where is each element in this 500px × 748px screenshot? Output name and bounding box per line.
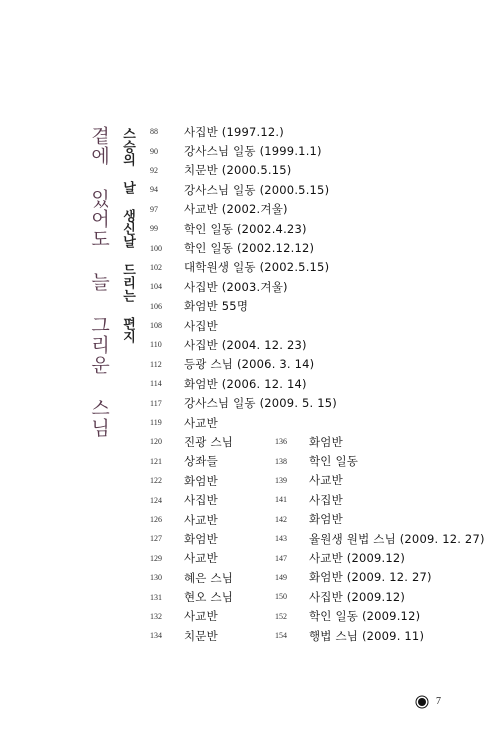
toc-entry-text: 강사스님 일동 (2000.5.15) (184, 182, 330, 197)
toc-page-number: 120 (150, 437, 162, 447)
toc-entry-text: 치문반 (2000.5.15) (184, 163, 292, 178)
toc-page-number: 138 (275, 456, 287, 466)
toc-entry (275, 490, 485, 509)
toc-entry (150, 258, 337, 277)
toc-page-number: 136 (275, 437, 287, 447)
toc-entry-text: 화엄반 (2006. 12. 14) (184, 376, 307, 391)
toc-page-number: 102 (150, 262, 162, 272)
toc-page-number: 122 (150, 476, 162, 486)
toc-entry-text: 대학원생 일동 (2002.5.15) (184, 260, 330, 275)
toc-entry-text: 치문반 (184, 628, 218, 643)
toc-entry-text: 율원생 원법 스님 (2009. 12. 27) (309, 531, 485, 546)
toc-column-2 (275, 432, 485, 645)
toc-entry (275, 529, 485, 548)
toc-page-number: 100 (150, 243, 162, 253)
toc-entry (150, 413, 337, 432)
toc-entry-text: 사집반 (184, 318, 218, 333)
toc-entry-text: 사교반 (184, 512, 218, 527)
toc-page-number: 132 (150, 611, 162, 621)
toc-entry (150, 374, 337, 393)
toc-entry-text: 학인 일동 (2002.4.23) (184, 221, 307, 236)
toc-entry-text: 상좌들 (184, 454, 218, 469)
section-subtitle: 스승의 날 생신날 드리는 편지 (120, 127, 135, 343)
toc-page-number: 129 (150, 553, 162, 563)
toc-page-number: 126 (150, 515, 162, 524)
toc-entry-text: 현오 스님 (184, 590, 234, 605)
toc-entry (150, 219, 337, 238)
toc-entry-text: 진광 스님 (184, 434, 234, 449)
toc-entry-text: 사교반 (309, 473, 343, 488)
bullet-icon (418, 698, 426, 706)
toc-page-number: 112 (150, 359, 162, 369)
toc-page-number: 141 (275, 495, 287, 505)
toc-page-number: 154 (275, 631, 287, 641)
toc-page-number: 127 (150, 534, 162, 544)
toc-page-number: 108 (150, 321, 162, 331)
toc-entry (150, 277, 337, 296)
toc-page-number: 92 (150, 165, 158, 175)
toc-page-number: 150 (275, 592, 287, 602)
toc-entry-text: 화엄반 (184, 473, 218, 488)
toc-entry (275, 451, 485, 470)
toc-page-number: 88 (150, 127, 158, 137)
toc-page-number: 142 (275, 514, 287, 524)
toc-page-number: 131 (150, 592, 162, 602)
toc-entry-text: 학인 일동 (2002.12.12) (184, 241, 315, 256)
toc-entry (150, 316, 337, 335)
toc-entry (275, 626, 485, 645)
toc-entry (150, 141, 337, 160)
toc-entry-text: 사교반 (2002.겨울) (184, 202, 288, 217)
toc-entry (275, 587, 485, 606)
toc-page-number: 149 (275, 572, 287, 582)
toc-entry (275, 568, 485, 587)
toc-entry-text: 사교반 (184, 415, 218, 430)
toc-entry-text: 강사스님 일동 (1999.1.1) (184, 144, 322, 159)
toc-entry (150, 238, 337, 257)
toc-entry-text: 사교반 (184, 551, 218, 566)
toc-page-number: 121 (150, 456, 162, 466)
toc-page-number: 114 (150, 379, 162, 389)
toc-entry (150, 200, 337, 219)
toc-entry-text: 사교반 (2009.12) (309, 551, 406, 566)
toc-entry-text: 화엄반 (309, 512, 343, 527)
page-number: 7 (436, 696, 441, 707)
toc-entry-text: 학인 일동 (2009.12) (309, 609, 421, 624)
toc-entry-text: 강사스님 일동 (2009. 5. 15) (184, 396, 337, 411)
toc-entry (150, 297, 337, 316)
toc-page-number: 110 (150, 340, 162, 350)
toc-page-number: 130 (150, 573, 162, 583)
toc-page-number: 119 (150, 418, 162, 428)
toc-page-number: 104 (150, 282, 162, 292)
toc-entry-text: 혜은 스님 (184, 570, 234, 585)
toc-entry-text: 등광 스님 (2006. 3. 14) (184, 357, 315, 372)
toc-entry (150, 161, 337, 180)
toc-entry-text: 화엄반 55명 (184, 299, 249, 314)
toc-entry-text: 사집반 (2003.겨울) (184, 279, 288, 294)
toc-entry-text: 화엄반 (184, 531, 218, 546)
toc-entry (275, 432, 485, 451)
toc-page-number: 143 (275, 534, 287, 544)
toc-entry (150, 355, 337, 374)
toc-page-number: 90 (150, 146, 158, 156)
toc-page-number: 106 (150, 301, 162, 311)
toc-entry-text: 사교반 (184, 609, 218, 624)
toc-page-number: 94 (150, 185, 158, 195)
toc-entry-text: 사집반 (184, 493, 218, 508)
toc-page-number: 152 (275, 611, 287, 621)
page-footer (418, 696, 441, 707)
toc-page-number: 147 (275, 553, 287, 563)
toc-page-number: 134 (150, 631, 162, 641)
toc-page-number: 124 (150, 495, 162, 505)
toc-page-number: 139 (275, 475, 287, 485)
toc-entry-text: 화엄반 (2009. 12. 27) (309, 570, 432, 585)
toc-entry (150, 122, 337, 141)
toc-entry-text: 사집반 (2004. 12. 23) (184, 337, 307, 352)
toc-entry-text: 행법 스님 (2009. 11) (309, 628, 425, 643)
toc-page-number: 97 (150, 204, 158, 214)
toc-entry (150, 393, 337, 412)
toc-entry-text: 사집반 (309, 492, 343, 507)
section-title: 곁에 있어도 늘 그리운 스님 (88, 126, 110, 438)
toc-page-number: 117 (150, 398, 162, 408)
toc-entry (275, 548, 485, 567)
toc-entry-text: 화엄반 (309, 434, 343, 449)
toc-entry-text: 사집반 (1997.12.) (184, 124, 284, 139)
toc-page-number: 99 (150, 224, 158, 234)
toc-entry (275, 471, 485, 490)
toc-entry (275, 607, 485, 626)
toc-entry-text: 사집반 (2009.12) (309, 589, 406, 604)
toc-entry (150, 180, 337, 199)
toc-entry (275, 510, 485, 529)
toc-entry-text: 학인 일동 (309, 454, 359, 469)
toc-entry (150, 335, 337, 354)
